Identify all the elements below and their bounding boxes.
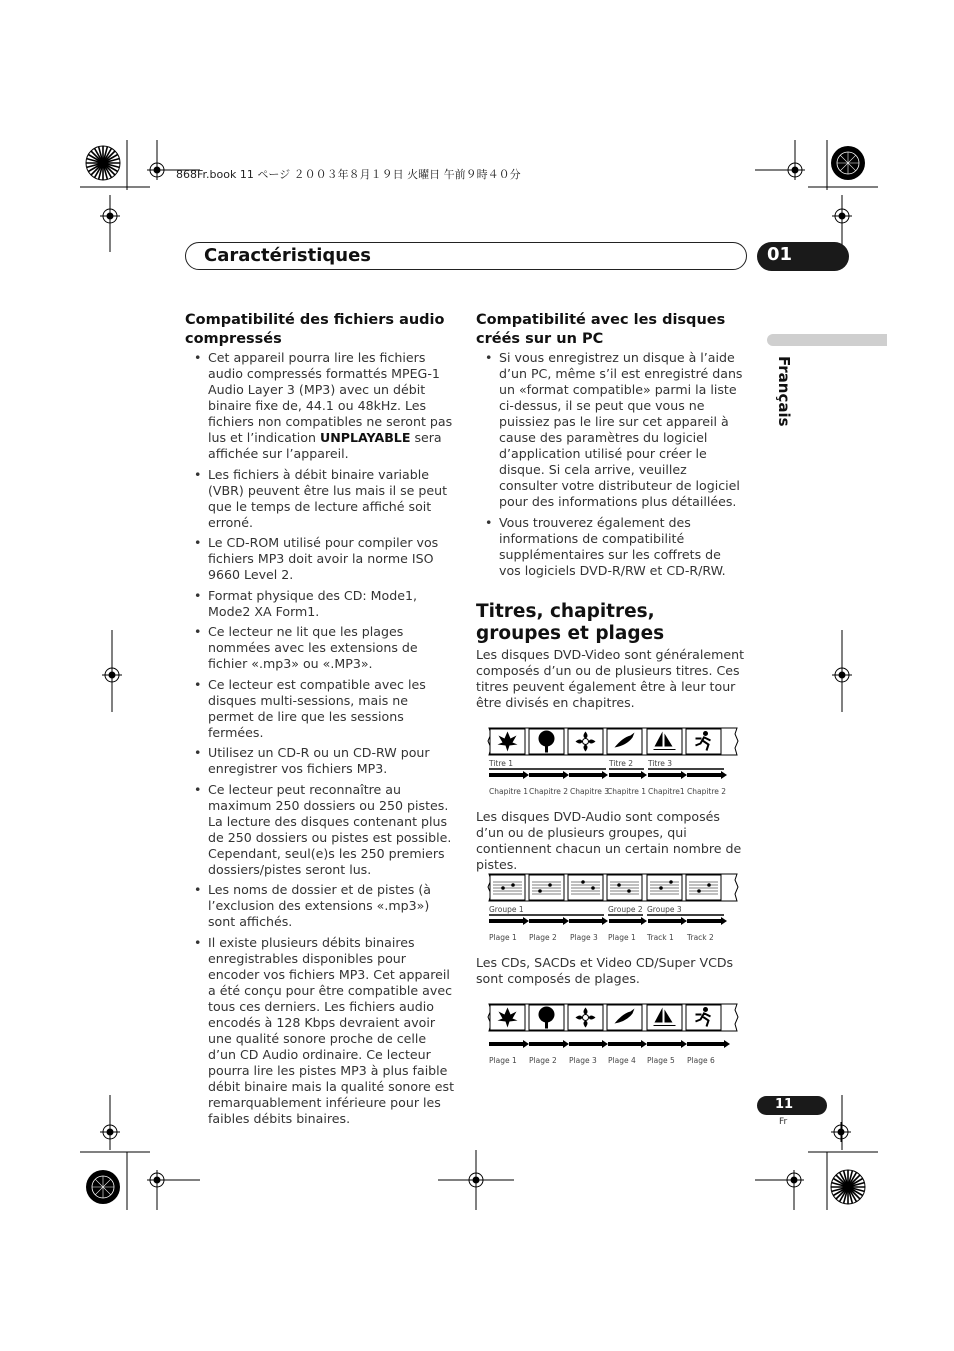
track-arrows bbox=[489, 1040, 730, 1048]
track-label: Plage 3 bbox=[570, 933, 598, 942]
cd-paragraph-wrap bbox=[476, 955, 746, 987]
list-item: • Vous trouverez également des informations de compatibilité supplémentaires sur les coffrets de vos logiciels DVD-R/RW et CD-R/RW. bbox=[476, 515, 746, 579]
cd-paragraph: Les CDs, SACDs et Video CD/Super VCDs sont composés de plages. bbox=[476, 955, 734, 986]
dvd-audio-paragraph-wrap bbox=[476, 809, 746, 873]
track-label: Plage 6 bbox=[687, 1056, 715, 1065]
chapter-label: Chapitre 2 bbox=[529, 787, 569, 796]
file-info-line: 868Fr.book 11 ページ ２００３年８月１９日 火曜日 午前９時４０分 bbox=[176, 168, 521, 181]
track-label: Plage 3 bbox=[569, 1056, 597, 1065]
title-label: Titre 3 bbox=[648, 759, 673, 768]
language-label: Français bbox=[775, 356, 793, 427]
dvd-audio-paragraph: Les disques DVD-Audio sont composés d’un ou de plusieurs groupes, qui contiennent chacun un certain nombre de pistes. bbox=[476, 809, 742, 872]
page-title: Caractéristiques bbox=[204, 245, 372, 266]
track-label: Plage 1 bbox=[489, 1056, 517, 1065]
dvd-audio-diagram bbox=[484, 870, 740, 946]
right-column bbox=[476, 311, 746, 583]
group-label: Groupe 1 bbox=[489, 905, 524, 914]
mp3-compat-list bbox=[185, 350, 455, 1127]
list-item: • Format physique des CD: Mode1, Mode2 XA Form1. bbox=[185, 588, 455, 620]
track-label: Plage 2 bbox=[529, 1056, 557, 1065]
title-label: Titre 1 bbox=[489, 759, 514, 768]
unplayable-indicator: UNPLAYABLE bbox=[319, 430, 411, 445]
chapter-number: 01 bbox=[767, 244, 793, 265]
dvd-video-paragraph-wrap bbox=[476, 647, 746, 711]
group-label: Groupe 2 bbox=[608, 905, 643, 914]
track-label: Plage 1 bbox=[489, 933, 517, 942]
track-label: Plage 1 bbox=[608, 933, 636, 942]
chapter-label: Chapitre 3 bbox=[570, 787, 610, 796]
chapter-label: Chapitre 1 bbox=[489, 787, 529, 796]
list-item: • Utilisez un CD-R ou un CD-RW pour enregistrer vos fichiers MP3. bbox=[185, 745, 455, 777]
mp3-compat-heading: Compatibilité des fichiers audio compressés bbox=[185, 312, 445, 347]
list-item: • Ce lecteur ne lit que les plages nommées avec les extensions de fichier «.mp3» ou «.MP3». bbox=[185, 624, 455, 672]
list-item: • Le CD-ROM utilisé pour compiler vos fichiers MP3 doit avoir la norme ISO 9660 Level 2. bbox=[185, 535, 455, 583]
group-label: Groupe 3 bbox=[647, 905, 682, 914]
left-column bbox=[185, 311, 455, 1131]
list-item: • Si vous enregistrez un disque à l’aide d’un PC, même s’il est enregistré dans un «format compatible» parmi la liste ci-dessus, il se peut que vous ne puissiez pas le lire sur cet appareil à cause des paramètres du logiciel d’application utilisé pour créer le disque. Si cela arrive, veuillez consulter votre distributeur de logiciel pour des informations plus détaillées. bbox=[476, 350, 746, 510]
track-label: Track 2 bbox=[687, 933, 714, 942]
page-language: Fr bbox=[779, 1117, 788, 1127]
track-label: Track 1 bbox=[647, 933, 674, 942]
chapter-badge bbox=[757, 242, 849, 271]
track-label: Plage 2 bbox=[529, 933, 557, 942]
page-number-badge bbox=[757, 1096, 827, 1115]
list-item: • Cet appareil pourra lire les fichiers audio compressés formattés MPEG-1 Audio Layer 3 (MP3) avec un débit binaire fixe de, 44.1 ou 48kHz. Les fichiers non compatibles ne seront pas lus et l’indication UNPLAYABLE sera affichée sur l’appareil. bbox=[185, 350, 455, 462]
dvd-video-paragraph: Les disques DVD-Video sont généralement composés d’un ou de plusieurs titres. Ces titres peuvent également être à leur tour être divisés en chapitres. bbox=[476, 647, 745, 710]
list-item: • Ce lecteur peut reconnaître au maximum 250 dossiers ou 250 pistes. La lecture des disques contenant plus de 250 dossiers ou pistes est possible. Cependant, seul(e)s les 250 premiers dossiers/pistes seront lus. bbox=[185, 782, 455, 878]
titles-section-heading: Titres, chapitres, groupes et plages bbox=[476, 601, 665, 644]
list-item: • Les fichiers à débit binaire variable (VBR) peuvent être lus mais il se peut que le temps de lecture affiché soit erroné. bbox=[185, 467, 455, 531]
track-label: Plage 4 bbox=[608, 1056, 636, 1065]
pc-compat-list bbox=[476, 350, 746, 579]
chapter-label: Chapitre1 bbox=[648, 787, 685, 796]
page-number: 11 bbox=[775, 1097, 794, 1112]
language-tab bbox=[767, 334, 887, 346]
list-item: • Il existe plusieurs débits binaires enregistrables disponibles pour encoder vos fichiers MP3. Cet appareil a été conçu pour être compatible avec tous ces derniers. Les fichiers audio encodés à 128 Kbps devraient avoir une qualité sonore proche de celle d’un CD Audio ordinaire. Ce lecteur pourra lire les pistes MP3 à plus faible débit binaire mais la qualité sonore est remarquablement inférieure pour les faibles débits binaires. bbox=[185, 935, 455, 1127]
title-label: Titre 2 bbox=[609, 759, 634, 768]
pc-compat-heading: Compatibilité avec les disques créés sur un PC bbox=[476, 312, 726, 347]
cd-tracks-diagram bbox=[484, 1000, 740, 1070]
list-item: • Ce lecteur est compatible avec les disques multi-sessions, mais ne permet de lire que les sessions fermées. bbox=[185, 677, 455, 741]
section-title-bar bbox=[185, 242, 747, 270]
track-label: Plage 5 bbox=[647, 1056, 675, 1065]
list-item: • Les noms de dossier et de pistes (à l’exclusion des extensions «.mp3») sont affichés. bbox=[185, 882, 455, 930]
chapter-arrows bbox=[489, 771, 727, 779]
dvd-video-diagram bbox=[484, 724, 740, 800]
chapter-label: Chapitre 1 bbox=[607, 787, 647, 796]
chapter-label: Chapitre 2 bbox=[687, 787, 727, 796]
track-arrows bbox=[489, 917, 727, 925]
